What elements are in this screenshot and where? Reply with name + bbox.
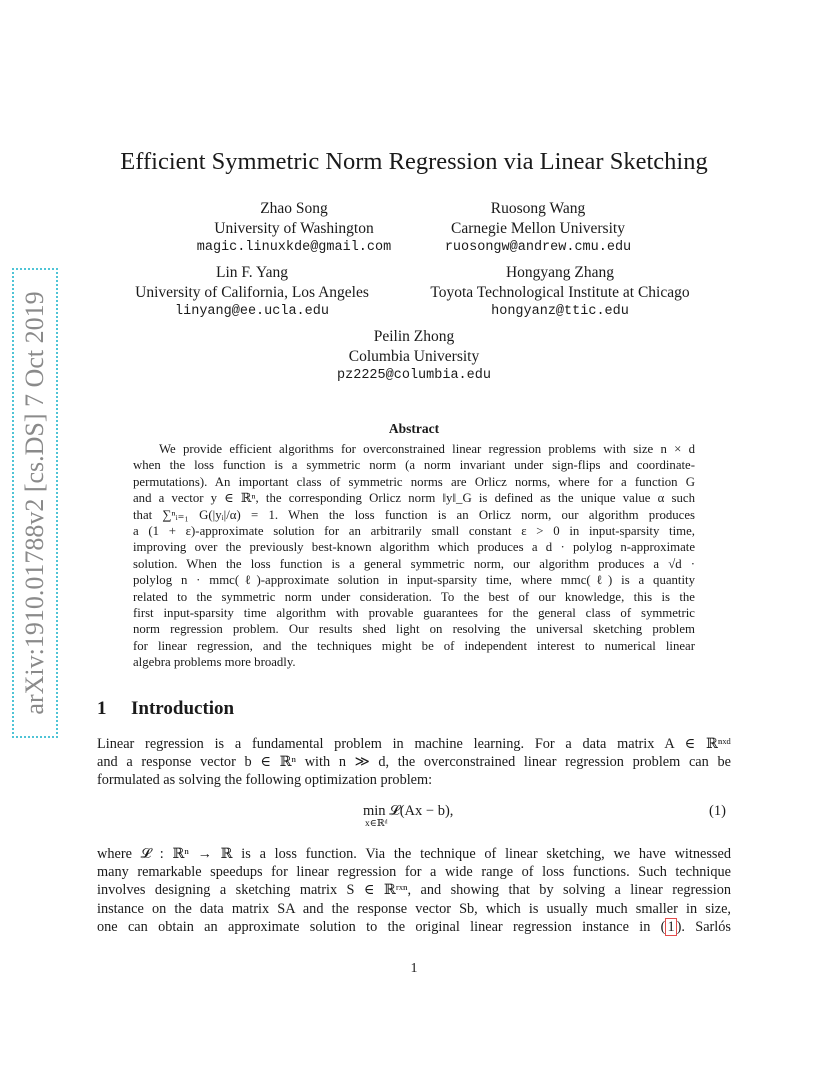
- author-affiliation: Toyota Technological Institute at Chicago: [430, 283, 690, 301]
- paper-title: Efficient Symmetric Norm Regression via Linear Sketching: [120, 148, 708, 175]
- author-name: Zhao Song: [260, 200, 328, 217]
- equation-reference-link[interactable]: 1: [667, 918, 675, 935]
- abstract-line: algebra problems more broadly.: [133, 655, 296, 670]
- abstract-line: first input-sparsity time algorithm with provable guarantees for the general class of symmetric: [133, 606, 695, 621]
- author-name: Ruosong Wang: [490, 200, 586, 217]
- section-heading: [97, 698, 234, 720]
- line-text: one can obtain an approximate solution to the original linear regression instance in (: [97, 918, 666, 935]
- author-email[interactable]: magic.linuxkde@gmail.com: [196, 240, 392, 255]
- author-name: Hongyang Zhang: [505, 264, 615, 281]
- abstract-line: We provide efficient algorithms for overconstrained linear regression problems with size n × d: [159, 442, 695, 456]
- equation-number: (1): [709, 803, 726, 819]
- equation-body: 𝓛(Ax − b),: [389, 803, 454, 819]
- abstract-line: and a vector y ∈ ℝⁿ, the corresponding Orlicz norm ‖y‖_G is defined as the unique value α such: [133, 491, 695, 506]
- abstract-line: that ∑ⁿᵢ₌₁ G(|yᵢ|/α) = 1. When the loss function is an Orlicz norm, our algorithm produces: [133, 507, 695, 522]
- equation-1: [0, 803, 828, 837]
- arxiv-identifier-stamp[interactable]: [12, 268, 58, 738]
- abstract-line: for linear regression, and the techniques might be of independent interest to numerical linear: [133, 638, 695, 653]
- paragraph-line: instance on the data matrix SA and the response vector Sb, which is usually much smaller in size,: [97, 900, 731, 917]
- paragraph-line: involves designing a sketching matrix S ∈ ℝʳˣⁿ, and showing that by solving a linear regression: [97, 882, 731, 899]
- author-email[interactable]: linyang@ee.ucla.edu: [175, 304, 329, 319]
- section-number: 1: [97, 698, 107, 719]
- abstract-line: polylog n · mmc(ℓ)-approximate solution in input-sparsity time, where mmc(ℓ) is a quantity: [133, 573, 695, 588]
- author-affiliation: University of California, Los Angeles: [135, 283, 369, 301]
- author-affiliation: Columbia University: [348, 347, 480, 365]
- abstract-line: a (1 + ε)-approximate solution for an arbitrarily small constant ε > 0 in input-sparsity time,: [133, 524, 695, 539]
- abstract-line: norm regression problem. Our results shed light on resolving the universal sketching problem: [133, 622, 695, 637]
- abstract-line: related to the symmetric norm under consideration. To the best of our knowledge, this is the: [133, 589, 695, 604]
- equation-subscript: x∈ℝᵈ: [365, 819, 388, 829]
- intro-paragraph-2: [97, 845, 731, 936]
- abstract-line: improving over the previously best-known algorithm which produces a d · polylog n-approximate: [133, 540, 695, 555]
- author-email[interactable]: hongyanz@ttic.edu: [491, 304, 629, 319]
- paragraph-line: and a response vector b ∈ ℝⁿ with n ≫ d, the overconstrained linear regression problem can be: [97, 754, 731, 771]
- author-name: Lin F. Yang: [216, 264, 288, 281]
- author-block-2: [436, 199, 640, 258]
- line-text: ). Sarlós: [676, 918, 731, 935]
- arxiv-identifier-text: arXiv:1910.01788v2 [cs.DS] 7 Oct 2019: [20, 291, 49, 715]
- author-block-5: [314, 327, 514, 386]
- author-block-3: [122, 263, 382, 322]
- author-email[interactable]: ruosongw@andrew.cmu.edu: [444, 240, 632, 255]
- abstract-body: [133, 441, 695, 671]
- page-number: 1: [410, 961, 418, 976]
- intro-paragraph-1: [97, 735, 731, 790]
- author-name: Peilin Zhong: [373, 328, 455, 345]
- abstract-heading: Abstract: [388, 421, 440, 436]
- equation-min: min: [363, 803, 386, 819]
- author-affiliation: University of Washington: [214, 219, 374, 237]
- author-affiliation: Carnegie Mellon University: [451, 219, 625, 237]
- author-email[interactable]: pz2225@columbia.edu: [337, 368, 491, 383]
- paragraph-line: Linear regression is a fundamental problem in machine learning. For a data matrix A ∈ ℝⁿˣᵈ: [97, 736, 731, 752]
- author-block-4: [412, 263, 708, 322]
- paragraph-line: formulated as solving the following optimization problem:: [97, 772, 433, 789]
- paragraph-line: [97, 918, 731, 936]
- equation-expression: [363, 803, 453, 829]
- abstract-line: solution. When the loss function is a general symmetric norm, our algorithm produces a √d ·: [133, 556, 695, 571]
- section-title: Introduction: [131, 698, 235, 719]
- paragraph-line: many remarkable speedups for linear regression for a wide range of loss functions. Such technique: [97, 864, 731, 881]
- paragraph-line: where 𝓛 : ℝⁿ → ℝ is a loss function. Via the technique of linear sketching, we have witnessed: [97, 846, 731, 862]
- abstract-line: when the loss function is a symmetric norm (a norm invariant under sign-flips and coordinate-: [133, 458, 695, 473]
- abstract-line: permutations). An important class of symmetric norms are Orlicz norms, where for a function G: [133, 474, 695, 489]
- author-block-1: [194, 199, 394, 258]
